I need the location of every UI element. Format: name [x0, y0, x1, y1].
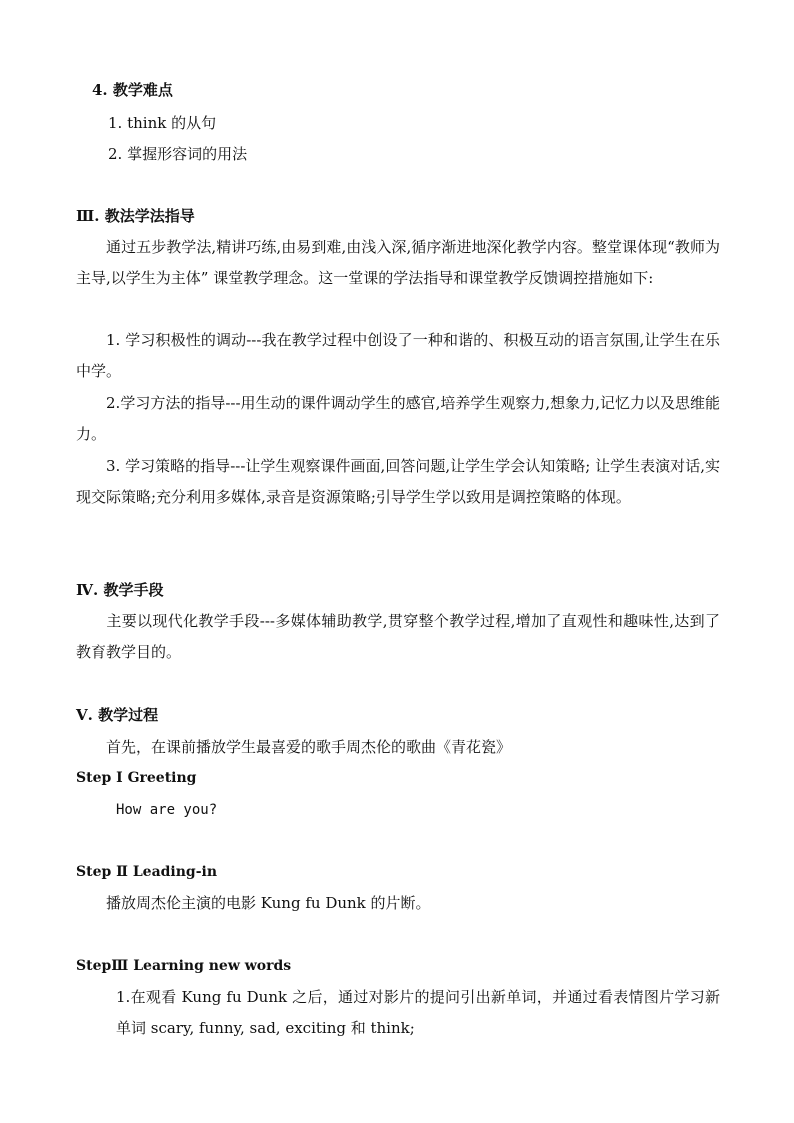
section-heading-process: Ⅴ. 教学过程 — [76, 706, 159, 724]
process-intro: 首先，在课前播放学生最喜爱的歌手周杰伦的歌曲《青花瓷》 — [106, 738, 512, 756]
step-3-title: StepⅢ Learning new words — [76, 958, 292, 974]
section-heading-methods: Ⅲ. 教法学法指导 — [76, 207, 195, 225]
means-paragraph — [76, 606, 720, 668]
step-3-text: 1.在观看 Kung fu Dunk 之后，通过对影片的提问引出新单词，并通过看表情图片学习新单词 scary, funny, sad, exciting 和 think; — [116, 988, 720, 1037]
step-2-text: 播放周杰伦主演的电影 Kung fu Dunk 的片断。 — [106, 894, 431, 912]
step-1-title: Step Ⅰ Greeting — [76, 770, 197, 786]
methods-point-1-text: 1. 学习积极性的调动---我在教学过程中创设了一种和谐的、积极互动的语言氛围,让学生在乐中学。 — [76, 331, 720, 380]
methods-point-1 — [76, 325, 720, 387]
difficulty-item-1: 1. think 的从句 — [108, 114, 217, 132]
methods-point-2-text: 2.学习方法的指导---用生动的课件调动学生的感官,培养学生观察力,想象力,记忆力以及思维能力。 — [76, 394, 720, 443]
methods-point-3-text: 3. 学习策略的指导---让学生观察课件画面,回答问题,让学生学会认知策略; 让学生表演对话,实现交际策略;充分利用多媒体,录音是资源策略;引导学生学以致用是调控策略的体现。 — [76, 457, 720, 506]
section-heading-means: Ⅳ. 教学手段 — [76, 581, 164, 599]
methods-intro-paragraph — [76, 232, 720, 294]
methods-point-3 — [76, 451, 720, 513]
means-text: 主要以现代化教学手段---多媒体辅助教学,贯穿整个教学过程,增加了直观性和趣味性,达到了教育教学目的。 — [76, 612, 720, 661]
difficulty-item-2: 2. 掌握形容词的用法 — [108, 145, 248, 163]
step-3-paragraph — [116, 982, 720, 1044]
step-1-text: How are you? — [116, 802, 218, 818]
step-2-title: Step Ⅱ Leading-in — [76, 864, 218, 880]
methods-intro-text: 通过五步教学法,精讲巧练,由易到难,由浅入深,循序渐进地深化教学内容。整堂课体现“教师为主导,以学生为主体” 课堂教学理念。这一堂课的学法指导和课堂教学反馈调控措施如下: — [76, 238, 720, 287]
section-heading-difficulties: 4. 教学难点 — [92, 81, 173, 99]
methods-point-2 — [76, 388, 720, 450]
